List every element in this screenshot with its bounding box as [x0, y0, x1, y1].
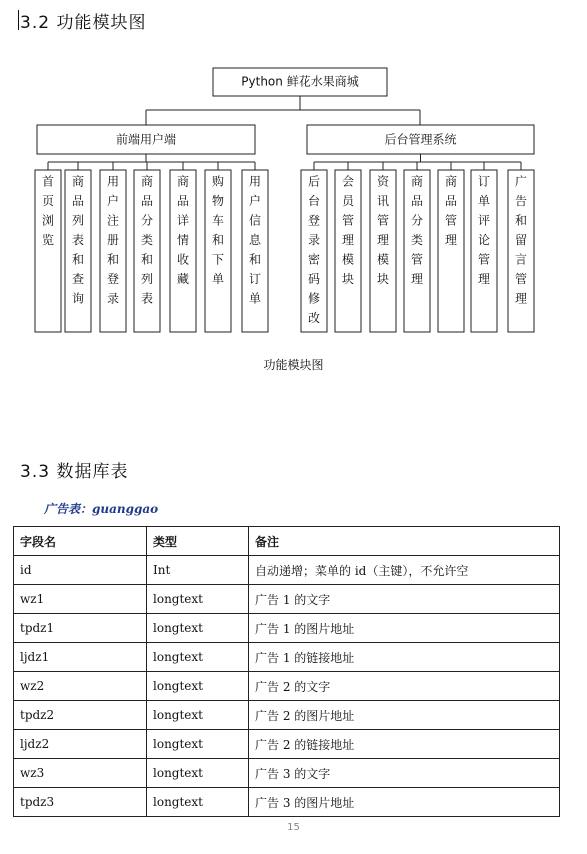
front-module-char: 品 — [176, 194, 190, 208]
back-module-char: 留 — [514, 233, 528, 247]
section-heading-function-modules: 3.2 功能模块图 — [20, 13, 147, 33]
front-module-char: 浏 — [41, 213, 55, 228]
front-module-char: 商 — [71, 174, 85, 189]
front-module-char: 类 — [140, 233, 154, 247]
cell-remark: 广告 2 的链接地址 — [249, 730, 560, 759]
front-module-char: 登 — [106, 272, 120, 286]
table-row — [14, 730, 560, 759]
table-row — [14, 759, 560, 788]
cell-remark: 广告 1 的链接地址 — [249, 643, 560, 672]
front-module-char: 页 — [41, 194, 55, 208]
front-module-char: 列 — [140, 272, 154, 286]
back-module-char: 管 — [376, 213, 390, 228]
back-module-char: 和 — [514, 213, 528, 228]
back-module-char: 商 — [410, 174, 424, 189]
back-module-char: 讯 — [376, 194, 390, 208]
front-module-char: 息 — [248, 233, 262, 247]
front-module-char: 商 — [140, 174, 154, 189]
back-module-char: 登 — [307, 213, 321, 228]
back-module-char: 会 — [341, 174, 355, 189]
front-module-char: 和 — [71, 252, 85, 267]
back-module-char: 分 — [410, 213, 424, 228]
cell-remark: 广告 2 的图片地址 — [249, 701, 560, 730]
back-module-char: 理 — [444, 233, 458, 247]
back-module-char: 品 — [444, 194, 458, 208]
front-group-label: 前端用户端 — [115, 132, 177, 147]
back-module-char: 管 — [410, 252, 424, 267]
figure-caption: 功能模块图 — [263, 358, 324, 372]
header-remark: 备注 — [249, 527, 560, 556]
back-module-char: 模 — [376, 252, 390, 267]
front-module-char: 列 — [71, 213, 85, 228]
cell-type: longtext — [147, 672, 249, 701]
back-group-label: 后台管理系统 — [384, 132, 457, 147]
front-module-char: 和 — [248, 252, 262, 267]
back-module-char: 理 — [376, 233, 390, 247]
back-module-char: 管 — [444, 213, 458, 228]
cell-field: tpdz3 — [14, 788, 147, 817]
cell-remark: 广告 3 的文字 — [249, 759, 560, 788]
cell-type: longtext — [147, 701, 249, 730]
table-row — [14, 701, 560, 730]
front-module-char: 录 — [106, 291, 120, 306]
cell-remark: 广告 1 的文字 — [249, 585, 560, 614]
front-module-char: 首 — [41, 174, 55, 189]
page-number: 15 — [287, 822, 300, 833]
back-module-char: 理 — [477, 272, 491, 286]
cell-field: wz3 — [14, 759, 147, 788]
front-module-char: 询 — [71, 291, 85, 306]
front-module-char: 分 — [140, 213, 154, 228]
front-module-char: 册 — [106, 233, 120, 247]
table-row — [14, 585, 560, 614]
header-type: 类型 — [147, 527, 249, 556]
guanggao-table — [13, 526, 560, 817]
cell-field: id — [14, 556, 147, 585]
front-module-char: 品 — [71, 194, 85, 208]
back-module-char: 修 — [307, 291, 321, 306]
front-module-char: 查 — [71, 272, 85, 286]
table-row — [14, 556, 560, 585]
front-module-char: 户 — [106, 194, 120, 208]
back-module-char: 管 — [514, 272, 528, 286]
back-module-char: 评 — [477, 213, 491, 228]
front-module-char: 单 — [211, 272, 225, 286]
front-module-char: 表 — [71, 233, 85, 247]
cell-remark: 广告 1 的图片地址 — [249, 614, 560, 643]
cell-type: Int — [147, 556, 249, 585]
back-module-char: 后 — [307, 174, 321, 189]
back-module-char: 管 — [341, 213, 355, 228]
back-module-char: 码 — [307, 272, 321, 286]
back-module-char: 言 — [514, 252, 528, 267]
back-module-char: 单 — [477, 194, 491, 208]
front-module-char: 用 — [106, 174, 120, 189]
back-module-char: 订 — [477, 174, 491, 189]
cell-field: ljdz2 — [14, 730, 147, 759]
front-module-char: 和 — [140, 252, 154, 267]
back-module-char: 理 — [341, 233, 355, 247]
front-module-char: 品 — [140, 194, 154, 208]
front-module-char: 商 — [176, 174, 190, 189]
table-row — [14, 643, 560, 672]
back-module-char: 密 — [307, 252, 321, 267]
front-module-char: 车 — [211, 213, 225, 228]
front-module-char: 收 — [176, 252, 190, 267]
cell-field: wz1 — [14, 585, 147, 614]
table-row — [14, 788, 560, 817]
front-module-char: 物 — [211, 194, 225, 208]
cell-type: longtext — [147, 788, 249, 817]
cell-remark: 广告 3 的图片地址 — [249, 788, 560, 817]
front-module-char: 和 — [211, 233, 225, 247]
back-module-char: 台 — [307, 194, 321, 208]
front-module-char: 订 — [248, 272, 262, 286]
cell-field: ljdz1 — [14, 643, 147, 672]
back-module-char: 块 — [376, 272, 390, 286]
front-module-char: 下 — [211, 252, 225, 267]
front-module-char: 购 — [211, 174, 225, 189]
back-module-char: 理 — [410, 272, 424, 286]
front-module-char: 用 — [248, 174, 262, 189]
cell-remark: 自动递增；菜单的 id（主键），不允许空 — [249, 556, 560, 585]
front-module-char: 户 — [248, 194, 262, 208]
front-module-char: 情 — [176, 233, 190, 247]
root-label: Python 鲜花水果商城 — [241, 74, 359, 89]
front-module-char: 详 — [176, 213, 190, 228]
back-module-char: 告 — [514, 194, 528, 208]
cell-field: tpdz2 — [14, 701, 147, 730]
cell-field: wz2 — [14, 672, 147, 701]
back-module-char: 员 — [341, 194, 355, 208]
back-module-char: 类 — [410, 233, 424, 247]
back-module-char: 模 — [341, 252, 355, 267]
front-module-char: 藏 — [176, 272, 190, 286]
cell-field: tpdz1 — [14, 614, 147, 643]
cell-type: longtext — [147, 759, 249, 788]
back-module-char: 论 — [477, 233, 491, 247]
table-header-row — [14, 527, 560, 556]
table-row — [14, 614, 560, 643]
cell-type: longtext — [147, 643, 249, 672]
front-module-char: 信 — [248, 213, 262, 228]
cell-type: longtext — [147, 585, 249, 614]
front-module-char: 和 — [106, 252, 120, 267]
section-heading-database: 3.3 数据库表 — [20, 462, 129, 482]
back-module-char: 商 — [444, 174, 458, 189]
function-module-diagram — [0, 0, 587, 350]
front-module-char: 单 — [248, 291, 262, 306]
back-module-char: 改 — [307, 311, 321, 325]
back-module-char: 品 — [410, 194, 424, 208]
table-row — [14, 672, 560, 701]
header-field-name: 字段名 — [14, 527, 147, 556]
back-module-char: 理 — [514, 291, 528, 306]
cell-type: longtext — [147, 614, 249, 643]
back-module-char: 录 — [307, 233, 321, 247]
back-module-char: 广 — [514, 174, 528, 189]
back-module-char: 管 — [477, 252, 491, 267]
cell-remark: 广告 2 的文字 — [249, 672, 560, 701]
front-module-char: 表 — [140, 291, 154, 306]
back-module-char: 块 — [341, 272, 355, 286]
front-module-char: 注 — [106, 213, 120, 228]
front-module-char: 览 — [41, 233, 55, 247]
back-module-char: 资 — [376, 174, 390, 189]
table-caption: 广告表：guanggao — [44, 502, 159, 516]
cell-type: longtext — [147, 730, 249, 759]
